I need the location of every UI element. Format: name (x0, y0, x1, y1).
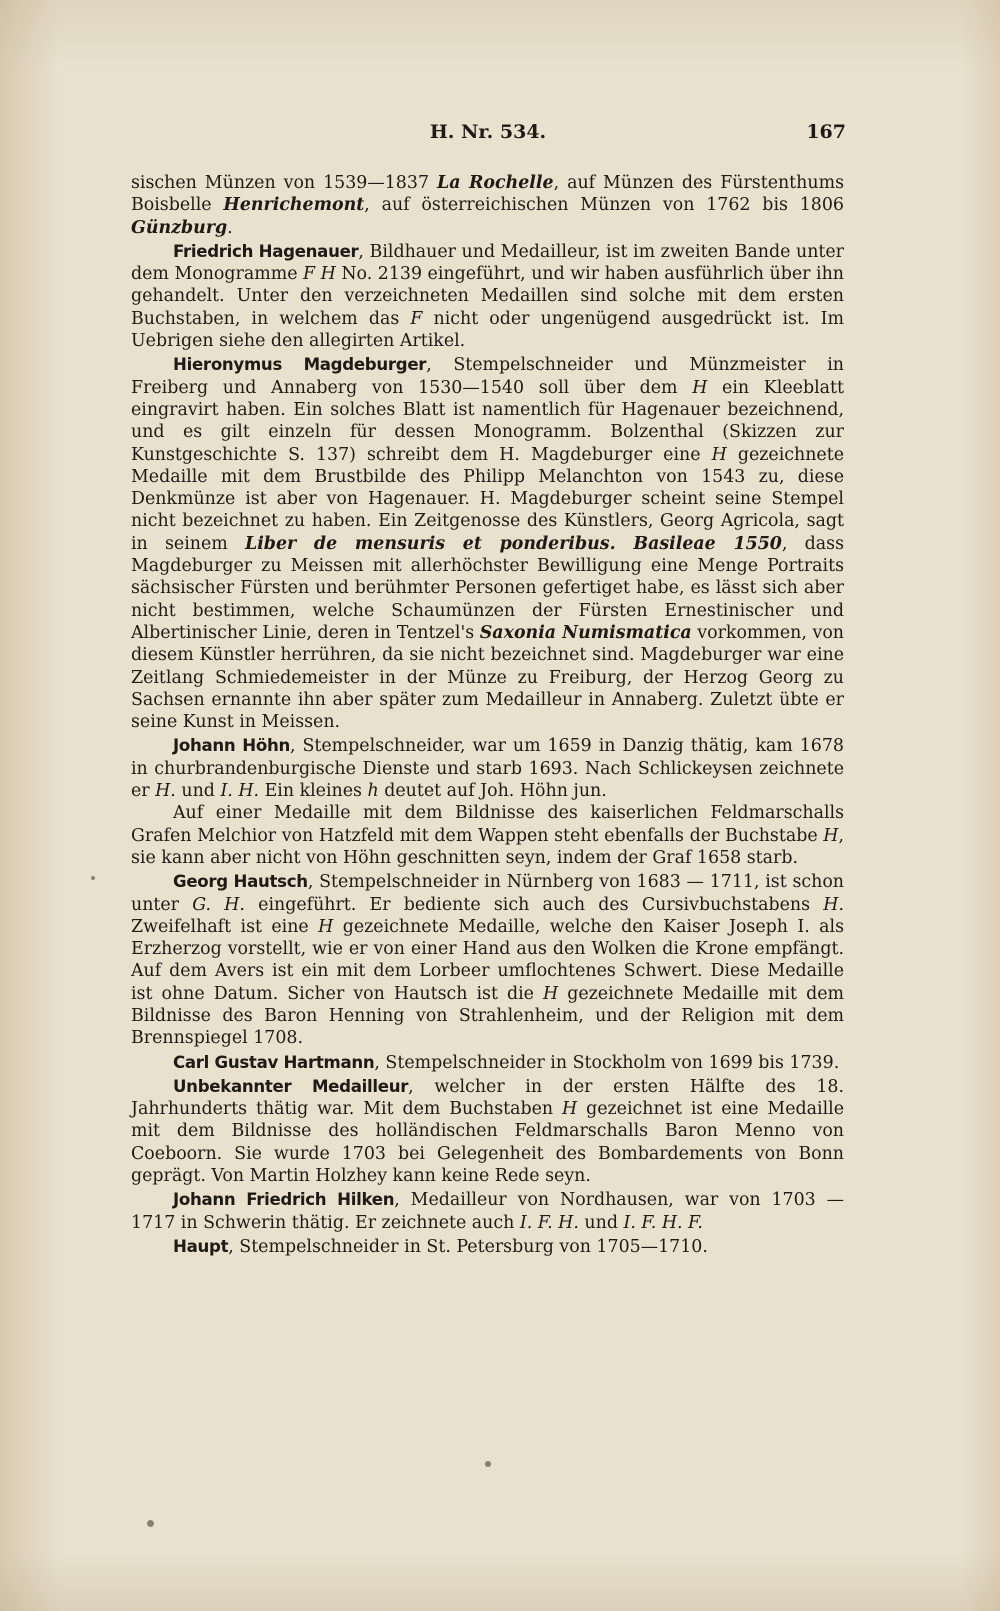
monogram: F H (303, 264, 336, 285)
entry-hautsch (131, 871, 844, 1049)
monogram: I. H. (220, 781, 260, 802)
entry-haupt (131, 1236, 844, 1258)
text-run: . (227, 217, 233, 238)
text-run: , auf Münzen des Fürstenthums Boisbelle (131, 173, 844, 216)
text-run: , Stempelschneider, war um 1659 in Danzig thätig, kam 1678 in churbrandenburgische Dienste und starb 1693. Nach Schlickeysen zeichnete er (131, 736, 844, 802)
entry-hoehn (131, 735, 844, 802)
text-run: Auf einer Medaille mit dem Bildnisse des kaiserlichen Feldmarschalls Grafen Melchior von Hatzfeld mit dem Wappen steht ebenfalls der Buchstabe (131, 803, 844, 846)
text-run: Ein kleines (259, 781, 368, 802)
text-run: , Stempelschneider und Münzmeister in Freiberg und Annaberg von 1530—1540 soll über dem (131, 355, 844, 398)
page-number: 167 (806, 121, 846, 143)
place-name: La Rochelle (436, 173, 554, 193)
monogram: H (823, 894, 839, 915)
text-run: sischen Münzen von 1539—1837 (131, 173, 437, 193)
monogram: H. (155, 781, 176, 802)
text-run: gezeichnete Medaille mit dem Bildnisse des Baron Henning von Strahlenheim, und der Religion mit dem Brennspiegel 1708. (131, 983, 844, 1049)
entry-name: Unbekannter Medailleur (173, 1076, 409, 1096)
text-run: gezeichnete Medaille mit dem Brustbilde des Philipp Melanchton von 1543 zu, diese Denkmünze ist aber von Hagenauer. H. Magdeburger scheint seine Stempel nicht bezeichnet zu haben. Ein Zeitgenosse des Künstlers, Georg Agricola, sagt in seinem (131, 444, 844, 554)
body-text (131, 172, 844, 1258)
text-run: und (578, 1212, 624, 1233)
text-run: nicht oder ungenügend ausgedrückt ist. Im Uebrigen siehe den allegirten Artikel. (131, 308, 844, 352)
monogram: G. H. (192, 894, 245, 915)
entry-name: Georg Hautsch (173, 872, 308, 892)
monogram: H (711, 444, 727, 465)
text-run: gezeichnete Medaille, welche den Kaiser Joseph I. als Erzherzog vorstellt, wie er von einer Hand aus den Wolken die Krone empfängt. Auf dem Avers ist ein mit dem Lorbeer umflochtenes Schwert. Diese Medaille ist ohne Datum. Sicher von Hautsch ist die (131, 916, 844, 1004)
entry-hartmann (131, 1052, 844, 1074)
monogram: F (410, 308, 423, 329)
entry-name: Haupt (173, 1236, 229, 1256)
text-run: , Bildhauer und Medailleur, ist im zweiten Bande unter dem Monogramme (131, 241, 844, 285)
text-run: No. 2139 eingeführt, und wir haben ausführlich über ihn gehandelt. Unter den verzeichneten Medaillen sind solche mit dem ersten Buchstaben, in welchem das (131, 264, 844, 329)
text-run: . Zweifelhaft ist eine (131, 894, 844, 937)
book-title: Saxonia Numismatica (479, 622, 692, 643)
text-run: vorkommen, von diesem Künstler herrühren, da sie nicht bezeichnet sind. Magdeburger war eine Zeitlang Schmiedemeister in der Münze zu Freiburg, der Herzog Georg zu Sachsen ernannte ihn aber später zum Medailleur in Annaberg. Zuletzt übte er seine Kunst in Meissen. (131, 622, 845, 733)
scan-speck (485, 1461, 491, 1467)
monogram: I. F. H. (519, 1212, 579, 1233)
entry-magdeburger (131, 354, 844, 733)
entry-name: Carl Gustav Hartmann (173, 1052, 375, 1072)
entry-name: Johann Höhn (173, 736, 291, 756)
text-run: , dass Magdeburger zu Meissen mit allerhöchster Bewilligung eine Menge Portraits sächsischer Fürsten und berühmter Personen gefertiget habe, es lässt sich aber nicht bestimmen, welche Schaumünzen der Fürsten Ernestinischer und Albertinischer Linie, deren in Tentzel's (131, 533, 845, 643)
text-run: , Stempelschneider in Stockholm von 1699 bis 1739. (374, 1052, 840, 1073)
monogram: H (543, 983, 559, 1004)
running-head: H. Nr. 534. (429, 121, 547, 143)
text-run: , Medailleur von Nordhausen, war von 1703 — 1717 in Schwerin thätig. Er zeichnete auch (131, 1190, 844, 1233)
entry-unbekannter-medailleur (131, 1076, 844, 1187)
scan-speck (91, 876, 95, 880)
text-run: , welcher in der ersten Hälfte des 18. Jahrhunderts thätig war. Mit dem Buchstaben (131, 1076, 845, 1120)
monogram: H (823, 825, 839, 846)
text-run: , auf österreichischen Münzen von 1762 bis 1806 (364, 195, 844, 216)
book-title: Liber de mensuris et ponderibus. Basileae 1550 (244, 533, 782, 554)
monogram: H (692, 377, 708, 398)
text-run: , Stempelschneider in Nürnberg von 1683 — 1711, ist schon unter (131, 872, 845, 915)
place-name: Henrichemont (223, 195, 365, 216)
monogram: H (562, 1099, 578, 1120)
entry-hilken (131, 1189, 844, 1234)
scan-speck (147, 1520, 154, 1527)
entry-hoehn-continued (131, 802, 844, 869)
text-run: gezeichnet ist eine Medaille mit dem Bildnisse des holländischen Feldmarschalls Baron Menno von Coeboorn. Sie wurde 1703 bei Gelegenheit des Bombardements von Bonn geprägt. Von Martin Holzhey kann keine Rede seyn. (131, 1099, 845, 1187)
text-run: , sie kann aber nicht von Höhn geschnitten seyn, indem der Graf 1658 starb. (131, 825, 844, 868)
entry-name: Friedrich Hagenauer (173, 241, 359, 261)
text-run: , Stempelschneider in St. Petersburg von 1705—1710. (228, 1236, 708, 1257)
entry-hagenauer (131, 241, 844, 352)
monogram: I. F. H. F. (623, 1212, 703, 1233)
paragraph-continuation (131, 172, 844, 239)
entry-name: Hieronymus Magdeburger (173, 355, 427, 375)
page-header (130, 121, 846, 145)
text-run: ein Kleeblatt eingravirt haben. Ein solches Blatt ist namentlich für Hagenauer bezeichnend, und es gilt einzeln für dessen Monogramm. Bolzenthal (Skizzen zur Kunstgeschichte S. 137) schreibt dem H. Magdeburger eine (131, 377, 844, 465)
text-run: und (175, 781, 221, 802)
text-run: eingeführt. Er bediente sich auch des Cursivbuchstabens (244, 894, 824, 915)
place-name: Günzburg (131, 217, 228, 238)
entry-name: Johann Friedrich Hilken (173, 1190, 395, 1210)
monogram: h (367, 781, 379, 802)
text-run: deutet auf Joh. Höhn jun. (378, 781, 607, 802)
monogram: H (318, 916, 334, 937)
